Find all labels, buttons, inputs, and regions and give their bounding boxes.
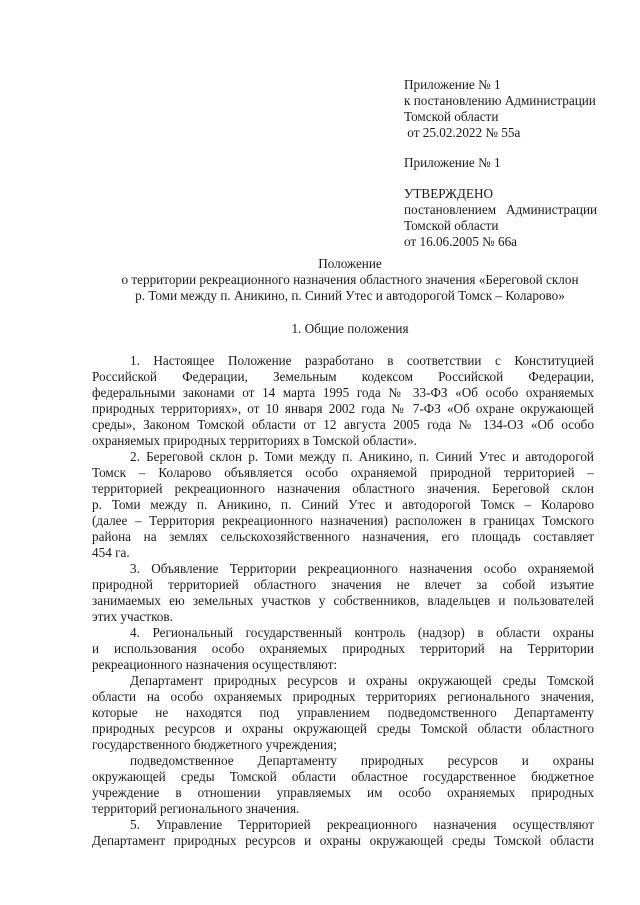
body-line: Департамент природных ресурсов и охраны окружающей среды Томской — [130, 673, 594, 688]
body-line: территорией рекреационного назначения областного значения. Береговой склон — [92, 481, 594, 496]
body-line: занимаемых ею земельных участков у собственников, владельцев и пользователей — [92, 593, 594, 608]
body-line: 1. Настоящее Положение разработано в соответствии с Конституцией — [130, 353, 594, 368]
approval-line: от 16.06.2005 № 66а — [404, 234, 518, 249]
body-line: охраняемых природных территориях в Томской области». — [92, 433, 417, 448]
header-line: Томской области — [404, 109, 499, 124]
body-line: природных ресурсов и охраны окружающей среды Томской области областного — [92, 721, 594, 736]
section-heading: 1. Общие положения — [291, 321, 409, 336]
approval-line: постановлением Администрации — [404, 202, 598, 217]
title-line: Положение — [318, 256, 382, 271]
body-line: государственного бюджетного учреждения; — [92, 737, 337, 752]
body-line: области на особо охраняемых природных территориях регионального значения, — [92, 689, 594, 704]
body-line: р. Томи между п. Аникино, п. Синий Утес и автодорогой Томск – Коларово — [92, 497, 594, 512]
body-line: Томск – Коларово объявляется особо охраняемой природной территорией – — [92, 465, 594, 480]
attachment-label: Приложение № 1 — [404, 155, 501, 170]
body-line: района на землях сельскохозяйственного назначения, его площадь составляет — [92, 529, 594, 544]
body-line: 2. Береговой склон р. Томи между п. Аникино, п. Синий Утес и автодорогой — [130, 449, 594, 464]
body-line: рекреационного назначения осуществляют: — [92, 657, 338, 672]
title-line: о территории рекреационного назначения областного значения «Береговой склон — [121, 272, 579, 287]
body-line: Российской Федерации, Земельным кодексом Российской Федерации, — [92, 369, 594, 384]
body-line: среды», Законом Томской области от 12 августа 2005 года № 134-ОЗ «Об особо — [92, 417, 594, 432]
body-line: Департамент природных ресурсов и охраны окружающей среды Томской области — [92, 833, 594, 848]
title-line: р. Томи между п. Аникино, п. Синий Утес и автодорогой Томск – Коларово» — [135, 288, 565, 303]
approval-title: УТВЕРЖДЕНО — [404, 186, 494, 201]
body-line: учреждение в отношении управляемых им особо охраняемых природных — [92, 785, 594, 800]
body-line: природных территориях», от 10 января 2002 года № 7-ФЗ «Об охране окружающей — [92, 401, 594, 416]
body-line: 4. Региональный государственный контроль (надзор) в области охраны — [130, 625, 594, 640]
body-line: (далее – Территория рекреационного назначения) расположен в границах Томского — [92, 513, 594, 528]
header-line: от 25.02.2022 № 55а — [404, 125, 521, 140]
body-line: этих участков. — [92, 609, 173, 624]
body-line: территорий регионального значения. — [92, 801, 300, 816]
header-line: Приложение № 1 — [404, 77, 501, 92]
body-line: 454 га. — [92, 545, 130, 560]
body-line: окружающей среды Томской области областное государственное бюджетное — [92, 769, 594, 784]
header-line: к постановлению Администрации — [404, 93, 596, 108]
body-line: которые не находятся под управлением подведомственного Департаменту — [92, 705, 594, 720]
approval-line: Томской области — [404, 218, 499, 233]
body-line: подведомственное Департаменту природных ресурсов и охраны — [130, 753, 594, 768]
body-line: и использования особо охраняемых природных территорий на Территории — [92, 641, 594, 656]
body-line: 3. Объявление Территории рекреационного назначения особо охраняемой — [130, 561, 594, 576]
body-line: природной территорией областного значения не влечет за собой изъятие — [92, 577, 594, 592]
body-line: федеральными законами от 14 марта 1995 года № 33-ФЗ «Об особо охраняемых — [92, 385, 594, 400]
body-line: 5. Управление Территорией рекреационного назначения осуществляют — [130, 817, 594, 832]
